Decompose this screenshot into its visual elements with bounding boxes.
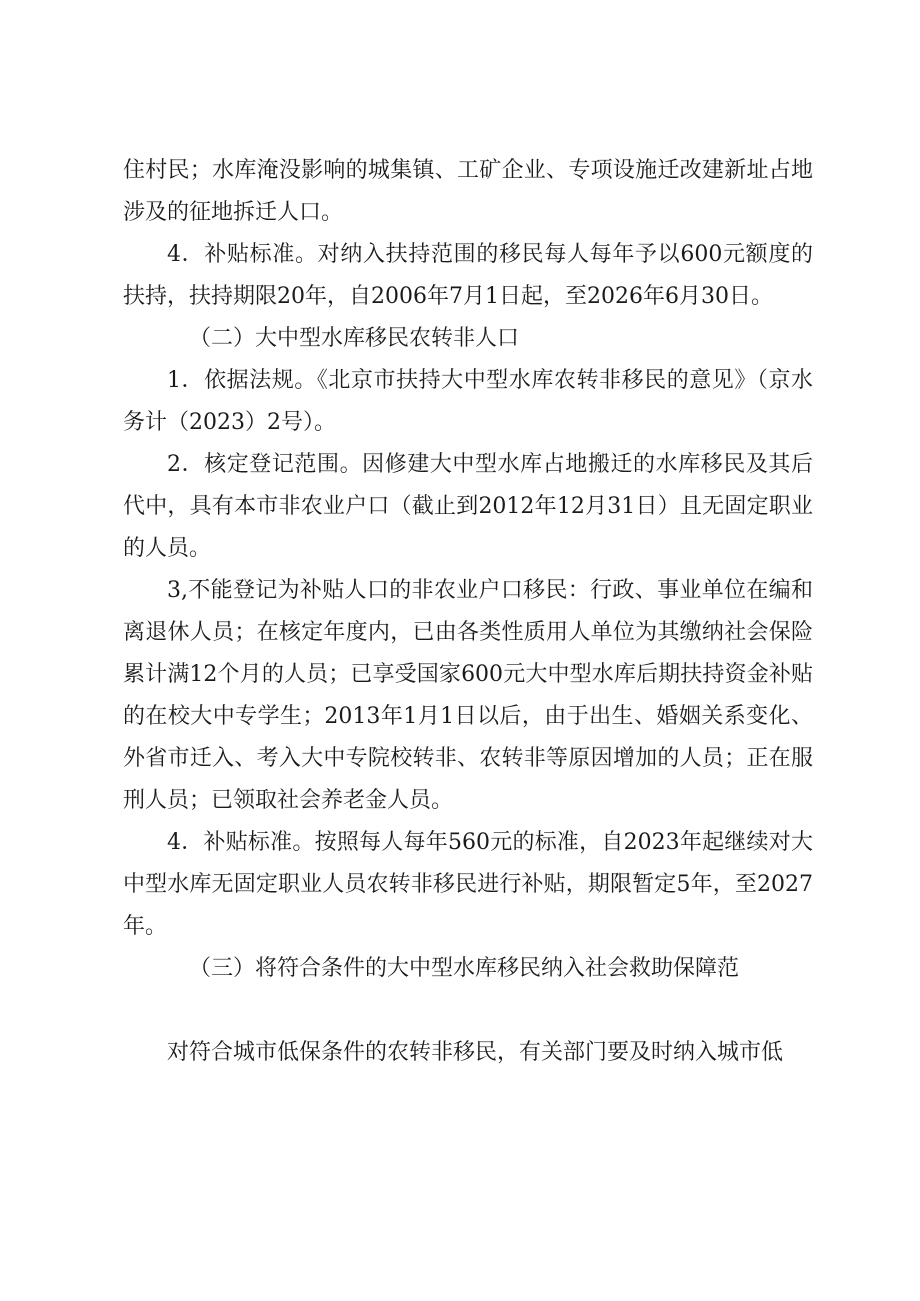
paragraph-low-income: 对符合城市低保条件的农转非移民，有关部门要及时纳入城市低 [167,1040,784,1065]
section-heading-2: （二）大中型水库移民农转非人口 [189,326,520,351]
document-body [123,150,813,1074]
section-heading-3: （三）将符合条件的大中型水库移民纳入社会救助保障范 [189,956,740,981]
paragraph-registration-scope: 2．核定登记范围。因修建大中型水库占地搬迁的水库移民及其后代中，具有本市非农业户口（截止到2012年12月31日）且无固定职业的人员。 [123,452,813,561]
paragraph-subsidy-standard-2: 4．补贴标准。按照每人每年560元的标准，自2023年起继续对大中型水库无固定职业人员农转非移民进行补贴，期限暂定5年，至2027年。 [123,830,813,939]
paragraph-continuation: 住村民；水库淹没影响的城集镇、工矿企业、专项设施迁改建新址占地涉及的征地拆迁人口。 [123,158,813,225]
paragraph-legal-basis: 1．依据法规。《北京市扶持大中型水库农转非移民的意见》（京水务计（2023）2号）。 [123,368,813,435]
paragraph-exclusions: 3,不能登记为补贴人口的非农业户口移民：行政、事业单位在编和离退休人员；在核定年度内，已由各类性质用人单位为其缴纳社会保险累计满12个月的人员；已享受国家600元大中型水库后期扶持资金补贴的在校大中专学生；2013年1月1日以后，由于出生、婚姻关系变化、外省市迁入、考入大中专院校转非、农转非等原因增加的人员；正在服刑人员；已领取社会养老金人员。 [123,578,813,813]
paragraph-subsidy-standard-1: 4．补贴标准。对纳入扶持范围的移民每人每年予以600元额度的扶持，扶持期限20年，自2006年7月1日起，至2026年6月30日。 [123,242,813,309]
